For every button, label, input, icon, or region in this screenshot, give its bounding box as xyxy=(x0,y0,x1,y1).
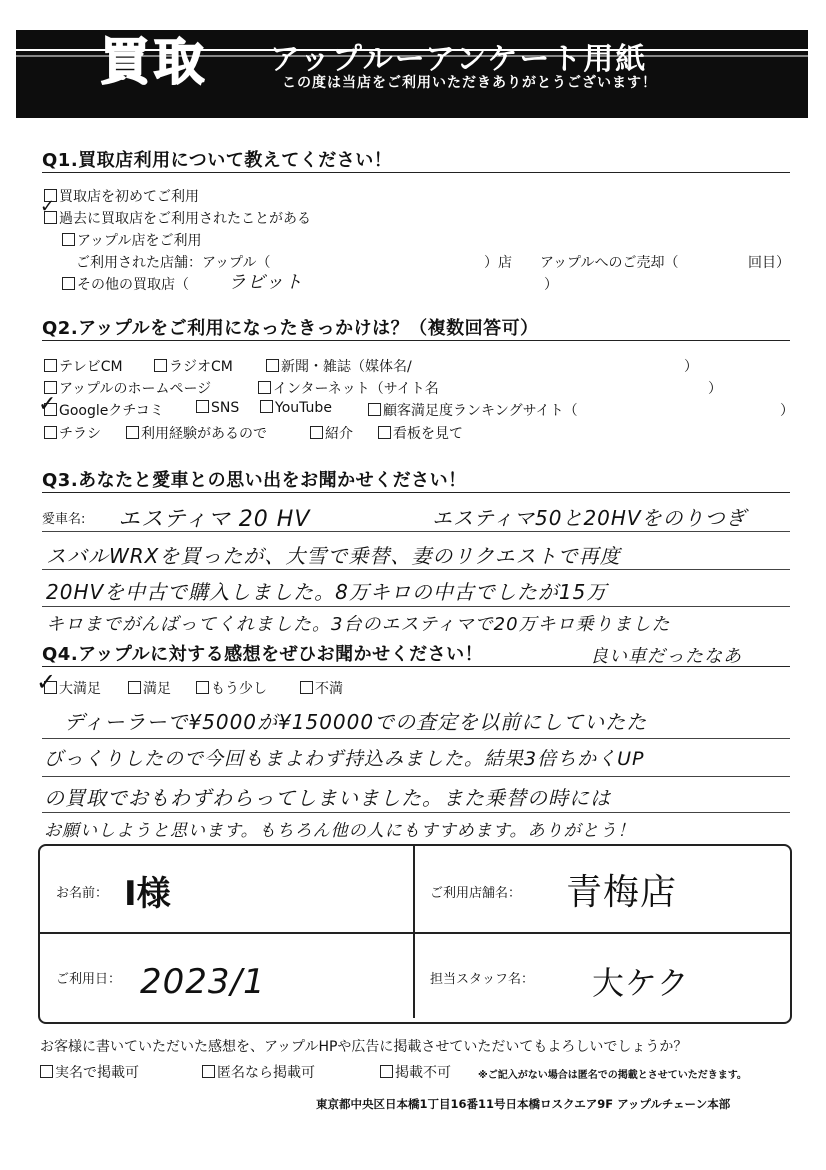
q3-title: Q3.あなたと愛車との思い出をお聞かせください！ xyxy=(42,470,467,491)
q1-times-suffix: 回目） xyxy=(748,255,790,271)
consent-none: 掲載不可 xyxy=(380,1062,451,1082)
q1-store-label: ご利用された店舗：アップル（ xyxy=(76,255,271,271)
q1-store-suffix: ）店 xyxy=(484,255,512,271)
q4-option-satisfied: 満足 xyxy=(128,678,171,698)
q3-car-label: 愛車名: xyxy=(42,512,86,527)
q3-line-rule xyxy=(42,569,790,570)
q2-option-sign: 看板を見て xyxy=(378,423,463,443)
q2-option-flyer: チラシ xyxy=(44,423,101,443)
q3-line-2: 20HVを中古で購入しました。8万キロの中古でしたが15万 xyxy=(46,580,608,604)
q4-line-0: ディーラーで¥5000が¥150000での査定を以前にしていたた xyxy=(64,710,648,734)
q1-title: Q1.買取店利用について教えてください！ xyxy=(42,150,393,171)
q4-option-more: もう少し xyxy=(196,678,267,698)
q2-option-tv: テレビCM xyxy=(44,356,123,376)
info-divider-horizontal xyxy=(38,932,790,934)
checkbox[interactable] xyxy=(154,359,167,372)
consent-anonymous: 匿名なら掲載可 xyxy=(202,1062,315,1082)
staff-label: 担当スタッフ名： xyxy=(430,972,535,987)
q3-line-1: スバルWRXを買ったが、大雪で乗替、妻のリクエストで再度 xyxy=(46,544,621,568)
q1-rule xyxy=(42,172,790,173)
checkbox[interactable] xyxy=(126,426,139,439)
q3-line-rule xyxy=(42,531,790,532)
q2-ranking-close: ） xyxy=(780,403,794,419)
q2-option-net: インターネット（サイト名 xyxy=(258,378,439,398)
checkbox[interactable] xyxy=(196,400,209,413)
q2-option-experience: 利用経験があるので xyxy=(126,423,267,443)
q2-option-hp: アップルのホームページ xyxy=(44,378,211,398)
staff-value: 大ケク xyxy=(592,964,690,1002)
checkbox[interactable] xyxy=(300,681,313,694)
checkbox[interactable] xyxy=(128,681,141,694)
q2-option-paper: 新聞・雑誌（媒体名/ xyxy=(266,356,412,376)
check-mark-icon: ✓ xyxy=(36,668,57,696)
checkbox[interactable] xyxy=(40,1065,53,1078)
consent-question: お客様に書いていただいた感想を、アップルHPや広告に掲載させていただいてもよろしいでしょうか？ xyxy=(40,1039,688,1055)
checkbox[interactable] xyxy=(310,426,323,439)
q4-option-very-satisfied: 大満足 xyxy=(44,678,101,698)
checkbox[interactable] xyxy=(260,400,273,413)
q3-overflow-handwritten: 良い車だったなあ xyxy=(590,646,742,667)
q3-line-0: エスティマ50と20HVをのりつぎ xyxy=(432,506,747,530)
q1-option-apple: アップル店をご利用 xyxy=(62,230,201,250)
q2-option-youtube: YouTube xyxy=(260,400,332,416)
checkbox[interactable] xyxy=(202,1065,215,1078)
q2-option-referral: 紹介 xyxy=(310,423,353,443)
q4-line-1: びっくりしたので今回もまよわず持込みました。結果3倍ちかくUP xyxy=(44,748,645,770)
checkbox[interactable] xyxy=(258,381,271,394)
q4-title: Q4.アップルに対する感想をぜひお聞かせください！ xyxy=(42,644,484,665)
q4-option-dissatisfied: 不満 xyxy=(300,678,343,698)
q4-line-rule xyxy=(42,812,790,813)
date-label: ご利用日： xyxy=(56,972,122,987)
q1-times-label: アップルへのご売却（ xyxy=(540,255,679,271)
q1-option-past: 過去に買取店をご利用されたことがある xyxy=(44,208,311,228)
checkbox[interactable] xyxy=(380,1065,393,1078)
q3-line-rule xyxy=(42,606,790,607)
checkbox[interactable] xyxy=(44,426,57,439)
checkbox[interactable] xyxy=(62,233,75,246)
q2-option-radio: ラジオCM xyxy=(154,356,233,376)
q2-option-google: Googleクチコミ xyxy=(44,400,164,420)
q3-car-value: エスティマ 20 HV xyxy=(118,507,311,532)
q1-other-handwritten: ラビット xyxy=(228,272,304,293)
q2-option-sns: SNS xyxy=(196,400,239,416)
q1-option-first: 買取店を初めてご利用 xyxy=(44,186,199,206)
header-title: アップルーアンケート用紙 xyxy=(270,42,648,77)
checkbox[interactable] xyxy=(62,277,75,290)
header-subtitle: この度は当店をご利用いただきありがとうございます！ xyxy=(282,75,657,91)
name-value: I様 xyxy=(124,874,171,914)
store-name-label: ご利用店舗名： xyxy=(430,886,522,901)
store-name-value: 青梅店 xyxy=(566,872,678,913)
company-address: 東京都中央区日本橋1丁目16番11号日本橋ロスクエア9F アップルチェーン本部 xyxy=(316,1097,731,1111)
q1-other-close: ） xyxy=(544,277,558,293)
header-kaitori: 買取 xyxy=(100,33,208,91)
checkbox[interactable] xyxy=(378,426,391,439)
q4-line-rule xyxy=(42,776,790,777)
checkbox[interactable] xyxy=(196,681,209,694)
date-value: 2023/1 xyxy=(140,962,266,1002)
q2-option-ranking: 顧客満足度ランキングサイト（ xyxy=(368,400,578,420)
q4-line-2: の買取でおもわずわらってしまいました。また乗替の時には xyxy=(44,786,611,810)
q2-rule xyxy=(42,340,790,341)
q4-line-3: お願いしようと思います。もちろん他の人にもすすめます。ありがとう！ xyxy=(44,821,636,841)
consent-real-name: 実名で掲載可 xyxy=(40,1062,139,1082)
checkbox[interactable] xyxy=(368,403,381,416)
q2-net-close: ） xyxy=(708,381,722,397)
name-label: お名前： xyxy=(56,886,109,901)
q3-rule xyxy=(42,492,790,493)
check-mark-icon: ✓ xyxy=(40,196,56,217)
consent-note: ※ご記入がない場合は匿名での掲載とさせていただきます。 xyxy=(478,1070,747,1081)
q1-option-other: その他の買取店（ xyxy=(62,274,189,294)
q4-line-rule xyxy=(42,738,790,739)
q2-paper-close: ） xyxy=(684,359,698,375)
q3-line-3: キロまでがんばってくれました。3台のエスティマで20万キロ乗りました xyxy=(46,614,671,635)
q2-title: Q2.アップルをご利用になったきっかけは？（複数回答可） xyxy=(42,318,539,339)
checkbox[interactable] xyxy=(266,359,279,372)
check-mark-icon: ✓ xyxy=(38,392,57,417)
q4-rule xyxy=(42,666,790,667)
checkbox[interactable] xyxy=(44,359,57,372)
